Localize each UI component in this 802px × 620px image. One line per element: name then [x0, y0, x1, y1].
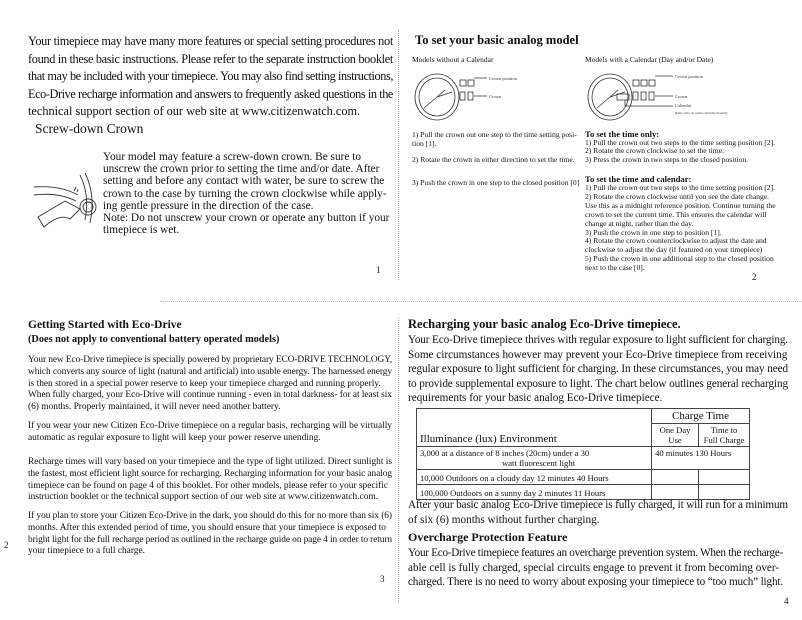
time-only-heading: To set the time only: — [585, 129, 660, 139]
label-with-calendar: Models with a Calendar (Day and/or Date) — [585, 55, 714, 64]
page-number: 4 — [784, 596, 789, 606]
text-line: 3) Press the crown in two steps to the closed position. — [585, 154, 749, 164]
text-line: bright light for the full recharge period as outlined in the recharge guide on page 4 in order to return — [28, 534, 392, 545]
text-line: unscrew the crown prior to setting the time and/or date. After — [103, 163, 380, 176]
label-no-calendar: Models without a Calendar — [412, 55, 494, 64]
paragraph — [28, 457, 392, 504]
text-line: When fully charged, your Eco-Drive will continue running - even in total darkness- for at least six — [28, 390, 392, 401]
text-line: of six (6) months without further charging. — [408, 513, 600, 526]
text-line: Your new Eco-Drive timepiece is specially powered by proprietary ECO-DRIVE TECHNOLOGY, — [28, 355, 392, 365]
watch-diagram-no-calendar — [412, 70, 542, 125]
text-line: is then stored in a special power reserve to keep your timepiece charged and running properly. — [28, 378, 381, 389]
text-line: that may be included with your timepiece. You may also find setting instructions, — [28, 69, 393, 83]
text-line: next to the case [0]. — [585, 263, 645, 273]
text-line: Your Eco-Drive timepiece thrives with regular exposure to light sufficient for charging. — [408, 334, 788, 346]
text-line: Note: Do not unscrew your crown or operate any button if your — [103, 212, 390, 225]
crown-label: Crown — [489, 94, 502, 99]
text-line: 2) Rotate the crown in either direction to set the time. — [412, 155, 575, 164]
table-row — [417, 447, 750, 470]
step-3 — [412, 178, 579, 187]
page3-title: Getting Started with Eco-Drive — [28, 319, 182, 331]
header-full-l2: Full Charge — [703, 435, 745, 445]
text-line: able cell is fully charged, special circuits engage to prevent it from becoming over- — [408, 561, 780, 574]
page-number: 1 — [376, 265, 381, 275]
paragraph — [28, 511, 392, 558]
text-line: regular exposure to light sufficient for charging. In these circumstances, you may need — [408, 363, 788, 376]
text-line: months. After this extended period of time, you should ensure that your timepiece is exposed to — [28, 522, 386, 533]
page4-title: Recharging your basic analog Eco-Drive timepiece. — [408, 317, 681, 331]
overcharge-title: Overcharge Protection Feature — [408, 530, 568, 544]
text-line: technical support section of our web site at www.citizenwatch.com. — [28, 104, 361, 118]
time-only-steps — [585, 139, 775, 164]
text-line: to provide supplemental exposure to light. The chart below outlines general recharging — [408, 377, 788, 390]
text-line: 1) Pull the crown out one step to the time setting posi- — [412, 130, 577, 139]
text-line: 4) Rotate the crown counterclockwise to adjust the date and — [585, 236, 767, 246]
cell-text: watt fluorescent light — [502, 458, 576, 468]
intro-paragraph — [28, 33, 393, 121]
text-line: automatic as regular exposure to light will keep your power reserve unending. — [28, 432, 321, 443]
text-line: 2) Rotate the crown clockwise to set the time. — [585, 146, 724, 156]
text-line: Recharge times will vary based on your timepiece and the type of light utilized. Direct sunlight is — [28, 457, 392, 467]
cell-text: 100,000 Outdoors on a sunny day 2 minutes 11 Hours — [417, 485, 652, 500]
table-row — [417, 470, 750, 485]
paragraph — [28, 421, 392, 445]
calendar-note: [Date only on some calendar models] — [675, 111, 728, 115]
screw-down-heading: Screw-down Crown — [35, 121, 144, 136]
text-line: 2) Rotate the crown clockwise until you see the date change. — [585, 191, 770, 201]
text-line: crown to the case by turning the crown clockwise while apply- — [103, 187, 387, 200]
text-line: charged. There is no need to worry about exposing your timepiece to “too much” light. — [408, 576, 783, 589]
text-line: timepiece is wet. — [103, 224, 180, 237]
text-line: the fastest, most efficient light source for recharging. Recharging information for your basic analog — [28, 468, 392, 479]
text-line: your timepiece to a full charge. — [28, 546, 145, 557]
header-one-day-l2: Use — [668, 435, 682, 445]
text-line: tion [1]. — [412, 139, 437, 148]
page-number: 2 — [752, 272, 757, 282]
page-divider-vertical-bottom — [398, 318, 399, 603]
header-charge-time: Charge Time — [652, 409, 750, 424]
paragraph — [408, 546, 783, 590]
text-line: which converts any source of light (natural and artificial) into usable energy. The harnessed energy — [28, 366, 392, 377]
text-line: 5) Push the crown in one additional step to the closed position — [585, 254, 774, 264]
charge-time-table — [416, 408, 750, 500]
screw-down-crown-illustration — [30, 165, 100, 235]
crown-position-label: Crown position — [489, 76, 517, 81]
header-illuminance: Illuminance (lux) Environment — [417, 409, 652, 447]
text-line: If you plan to store your Citizen Eco-Drive in the dark, you should do this for no more than six (6) — [28, 511, 392, 521]
page-divider-horizontal — [160, 301, 802, 302]
calendar-label: Calendar — [675, 103, 692, 108]
text-line: If you wear your new Citizen Eco-Drive timepiece on a regular basis, recharging will be virtually — [28, 421, 392, 431]
page2-title: To set your basic analog model — [415, 33, 579, 47]
text-line: 3) Push the crown in one step to the closed position [0] — [412, 178, 580, 187]
text-line: found in these basic instructions. Please refer to the separate instruction booklet — [28, 51, 393, 66]
text-line: clockwise to adjust the day (if featured on your timepiece) — [585, 245, 763, 255]
text-line: Your model may feature a screw-down crown. Be sure to — [103, 151, 361, 163]
text-line: requirements for your basic analog Eco-Drive timepiece. — [408, 392, 663, 405]
page3-subtitle: (Does not apply to conventional battery operated models) — [28, 334, 280, 345]
header-one-day — [652, 424, 699, 447]
text-line: change at night, rather than the day. — [585, 218, 694, 228]
text-line: Use this as a midnight reference position. Continue turning the — [585, 200, 776, 210]
text-line: (6) months. Properly maintained, it will never need another battery. — [28, 402, 281, 413]
step-1 — [412, 130, 577, 148]
text-line: After your basic analog Eco-Drive timepiece is fully charged, it will run for a minimum — [408, 499, 788, 511]
text-line: 3) Push the crown in one step to position [1]. — [585, 227, 722, 237]
step-2 — [412, 155, 575, 164]
paragraph — [408, 333, 788, 406]
calendar-heading: To set the time and calendar: — [585, 174, 692, 184]
calendar-steps — [585, 184, 776, 273]
text-line: setting and before any contact with water, be sure to screw the — [103, 175, 385, 188]
header-full-charge — [699, 424, 750, 447]
cell-text: 40 minutes 130 Hours — [652, 447, 750, 470]
text-line: crown to set the current time. This ensures the calendar will — [585, 209, 767, 219]
text-line: 1) Pull the crown out two steps to the time setting position [2]. — [585, 138, 776, 147]
crown-position-label: Crown position — [675, 74, 703, 79]
text-line: ing gentle pressure in the direction of the case. — [103, 199, 314, 212]
text-line: Eco-Drive recharge information and answers to frequently asked questions in the — [28, 86, 393, 101]
text-line: Your timepiece may have many more features or special setting procedures not — [28, 34, 393, 48]
header-one-day-l1: One Day — [659, 425, 691, 435]
crown-label: Crown — [675, 94, 688, 99]
cell-text: 3,000 at a distance of 8 inches (20cm) under a 30 — [420, 448, 590, 458]
watch-diagram-with-calendar — [585, 70, 745, 125]
text-line: instruction booklet or the technical support section of our web site at www.citizenwatch.com. — [28, 492, 379, 503]
page-divider-vertical-top — [398, 30, 399, 280]
header-full-l1: Time to — [710, 425, 738, 435]
margin-number: 2 — [4, 540, 9, 550]
text-line: 1) Pull the crown out two steps to the time setting position [2]. — [585, 183, 776, 192]
text-line: timepiece can be found on page 4 of this booklet. For other models, please refer to your specific — [28, 480, 389, 491]
text-line: Some circumstances however may prevent your Eco-Drive timepiece from receiving — [408, 348, 788, 361]
cell-text: 10,000 Outdoors on a cloudy day 12 minutes 40 Hours — [417, 470, 652, 485]
paragraph — [28, 355, 392, 414]
text-line: Your Eco-Drive timepiece features an overcharge prevention system. When the recharge- — [408, 547, 783, 559]
paragraph — [408, 498, 788, 527]
page-number: 3 — [380, 574, 385, 584]
screw-down-body — [103, 151, 389, 236]
